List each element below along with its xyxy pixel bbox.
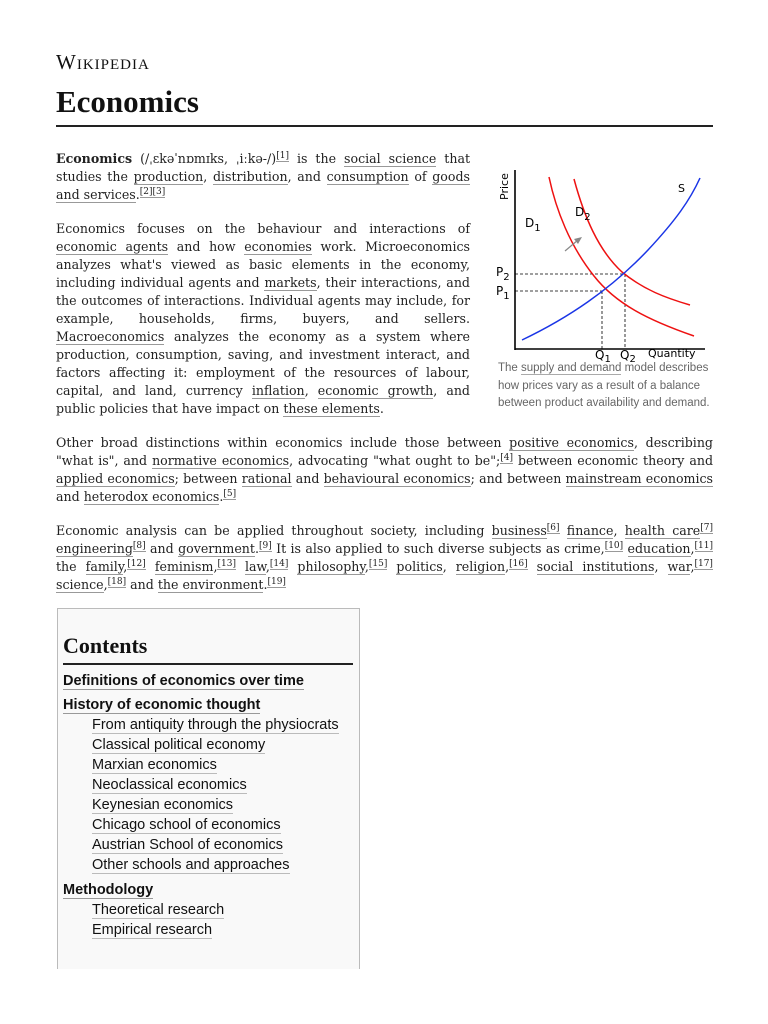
paragraph-4: Economic analysis can be applied throughout society, including business[6] finance, health care[7] engineering[8] and government.[9] It is also applied to such diverse subjects as crime,[10] education,[11] the family,[12] feminism,[13] law,[14] philosophy,[15] politics, religion,[16] social institutions, war,[17] science,[18] and the environment.[19] xyxy=(56,522,714,592)
toc-item-keynesian[interactable]: Keynesian economics xyxy=(92,797,234,813)
ref-1[interactable]: [1] xyxy=(276,150,289,161)
title-divider xyxy=(56,125,713,127)
supply-label: S xyxy=(678,182,685,195)
supply-demand-link[interactable]: supply and demand xyxy=(521,362,622,374)
link-social-institutions[interactable]: social institutions xyxy=(536,559,655,574)
svg-text:D1 xyxy=(525,216,541,234)
article-body xyxy=(56,150,713,610)
y-axis-label: Price xyxy=(498,173,511,200)
link-religion[interactable]: religion xyxy=(455,559,506,574)
ref-13[interactable]: [13] xyxy=(217,558,236,569)
ref-11[interactable]: [11] xyxy=(694,540,714,551)
link-politics[interactable]: politics xyxy=(396,559,443,574)
toc-item-austrian[interactable]: Austrian School of economics xyxy=(92,837,284,853)
d2-sub: 2 xyxy=(584,212,591,223)
q1-sub: 1 xyxy=(604,354,611,365)
link-positive-economics[interactable]: positive economics xyxy=(509,435,634,450)
link-behavioural-economics[interactable]: behavioural economics xyxy=(323,471,471,486)
toc-item-definitions[interactable]: Definitions of economics over time xyxy=(63,673,304,689)
ref-12[interactable]: [12] xyxy=(127,558,146,569)
paragraph-2: Economics focuses on the behaviour and interactions of economic agents and how economies work. Microeconomics analyzes what's viewed as basic elements in the economy, including individual agents and markets, their interactions, and the outcomes of interactions. Individual agents may include, for example, households, firms, buyers, and sellers. Macroeconomics analyzes the economy as a system where production, consumption, saving, and investment interact, and factors affecting it: employment of the resources of labour, capital, and land, currency inflation, economic growth, and public policies that have impact on these elements. xyxy=(56,221,470,416)
ref-5[interactable]: [5] xyxy=(223,488,237,499)
link-health-care[interactable]: health care xyxy=(624,523,701,538)
link-normative-economics[interactable]: normative economics xyxy=(152,453,290,468)
link-education[interactable]: education xyxy=(627,541,691,556)
p1-label: P xyxy=(496,284,504,298)
toc-item-antiquity[interactable]: From antiquity through the physiocrats xyxy=(92,717,339,733)
ref-7[interactable]: [7] xyxy=(700,522,714,533)
link-distribution[interactable]: distribution xyxy=(212,169,288,184)
page-title: Economics xyxy=(56,84,199,119)
link-macroeconomics[interactable]: Macroeconomics xyxy=(56,329,165,344)
supply-demand-graph[interactable] xyxy=(496,150,713,365)
p2-sub: 2 xyxy=(503,272,510,283)
caption-text: The xyxy=(498,362,522,374)
link-business[interactable]: business xyxy=(491,523,547,538)
toc-title: Contents xyxy=(63,633,353,665)
x-axis-label: Quantity xyxy=(648,347,696,360)
pronunciation[interactable]: (/ˌɛkəˈnɒmɪks, ˌiːkə-/) xyxy=(132,151,277,166)
toc-item-neoclassical[interactable]: Neoclassical economics xyxy=(92,777,247,793)
link-heterodox-economics[interactable]: heterodox economics xyxy=(83,489,220,504)
link-markets[interactable]: markets xyxy=(264,275,317,290)
toc-item-other-schools[interactable]: Other schools and approaches xyxy=(92,857,290,873)
ref-19[interactable]: [19] xyxy=(267,576,286,587)
link-environment[interactable]: the environment xyxy=(157,577,264,592)
ref-18[interactable]: [18] xyxy=(107,576,127,587)
p1-sub: 1 xyxy=(503,291,510,302)
supply-demand-figure xyxy=(498,150,713,413)
paragraph-3: Other broad distinctions within economics include those between positive economics, describing "what is", and normative economics, advocating "what ought to be";[4] between economic theory and applied economics; between rational and behavioural economics; and between mainstream economics and heterodox economics.[5] xyxy=(56,435,714,504)
link-engineering[interactable]: engineering xyxy=(56,541,133,556)
link-mainstream-economics[interactable]: mainstream economics xyxy=(565,471,714,486)
d1-sub: 1 xyxy=(534,223,541,234)
toc-item-methodology[interactable]: Methodology xyxy=(63,882,154,898)
link-applied-economics[interactable]: applied economics xyxy=(56,471,175,486)
toc-item-marxian[interactable]: Marxian economics xyxy=(92,757,217,773)
link-economies[interactable]: economies xyxy=(244,239,312,254)
link-production[interactable]: production xyxy=(133,169,204,184)
ref-4[interactable]: [4] xyxy=(500,452,514,463)
ref-10[interactable]: [10] xyxy=(604,540,624,551)
d2-label: D xyxy=(575,205,585,219)
link-goods-services[interactable]: goods and services xyxy=(56,169,470,202)
toc-item-history[interactable]: History of economic thought xyxy=(63,697,261,713)
lead-term: Economics xyxy=(56,151,133,166)
ref-8[interactable]: [8] xyxy=(132,540,146,551)
link-philosophy[interactable]: philosophy xyxy=(297,559,365,574)
lead-paragraph: Economics (/ˌɛkəˈnɒmɪks, ˌiːkə-/)[1] is the social science that studies the production, distribution, and consumption of goods and services.[2][3] xyxy=(56,150,471,202)
ref-15[interactable]: [15] xyxy=(368,558,388,569)
svg-text:P2 xyxy=(496,265,510,283)
demand-curve-d1 xyxy=(549,177,694,336)
toc-list xyxy=(58,671,359,940)
p2-label: P xyxy=(496,265,504,279)
link-feminism[interactable]: feminism xyxy=(154,559,214,574)
toc-item-classical[interactable]: Classical political economy xyxy=(92,737,266,753)
table-of-contents xyxy=(57,608,360,969)
link-economic-growth[interactable]: economic growth xyxy=(317,383,434,398)
link-law[interactable]: law xyxy=(245,559,266,574)
toc-item-empirical[interactable]: Empirical research xyxy=(92,922,213,938)
link-finance[interactable]: finance xyxy=(566,523,614,538)
svg-text:D2 xyxy=(575,205,591,223)
link-consumption[interactable]: consumption xyxy=(326,169,409,184)
ref-3[interactable]: [3] xyxy=(152,186,166,197)
d1-label: D xyxy=(525,216,535,230)
q1-label: Q xyxy=(595,348,605,362)
ref-14[interactable]: [14] xyxy=(269,558,289,569)
link-social-science[interactable]: social science xyxy=(344,151,437,166)
demand-curve-d2 xyxy=(574,179,690,305)
link-family[interactable]: family xyxy=(85,559,124,574)
ref-17[interactable]: [17] xyxy=(694,558,713,569)
link-war[interactable]: war xyxy=(667,559,691,574)
link-science[interactable]: science xyxy=(56,577,104,592)
toc-item-theoretical[interactable]: Theoretical research xyxy=(92,902,225,918)
ref-16[interactable]: [16] xyxy=(509,558,528,569)
ref-6[interactable]: [6] xyxy=(546,522,560,533)
link-economic-agents[interactable]: economic agents xyxy=(56,239,169,254)
toc-item-chicago[interactable]: Chicago school of economics xyxy=(92,817,281,833)
link-government[interactable]: government xyxy=(178,541,255,556)
svg-text:P1 xyxy=(496,284,510,302)
ref-9[interactable]: [9] xyxy=(259,540,272,551)
link-inflation[interactable]: inflation xyxy=(251,383,305,398)
link-rational[interactable]: rational xyxy=(241,471,292,486)
wikipedia-logo[interactable]: Wikipedia xyxy=(56,50,150,74)
ref-2[interactable]: [2] xyxy=(139,186,153,197)
q2-label: Q xyxy=(620,348,630,362)
caption-text: model describes how prices vary as a result of a balance between product availability and demand. xyxy=(498,362,710,409)
link-these-elements[interactable]: these elements xyxy=(283,401,380,416)
figure-caption xyxy=(498,360,713,413)
q2-sub: 2 xyxy=(629,354,636,365)
